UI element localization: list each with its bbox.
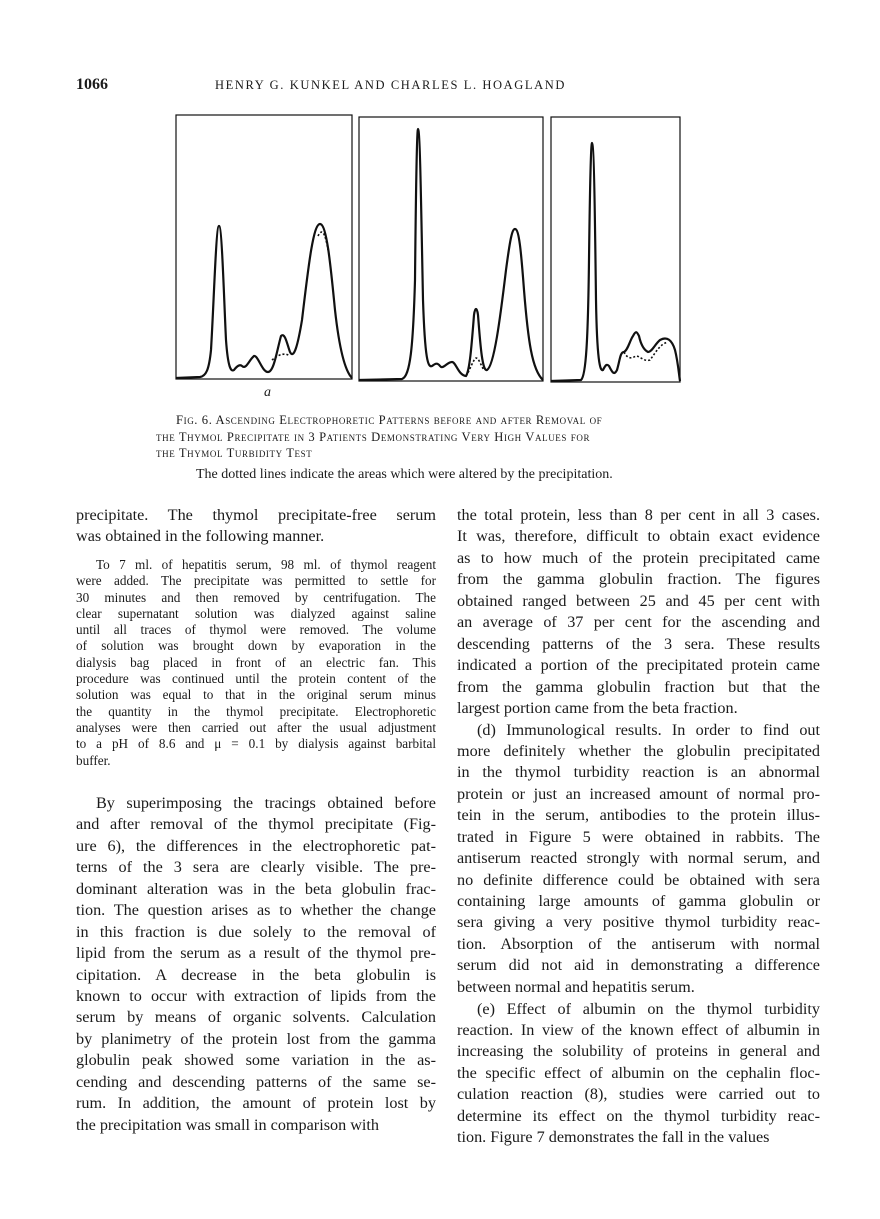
text-line: globulin peak showed some variation in the as- <box>76 1051 436 1070</box>
text-line: 30 minutes and then removed by centrifugation. The <box>76 589 436 605</box>
text-line: were added. The precipitate was permitted to settle for <box>76 573 436 589</box>
panel-b <box>359 117 543 381</box>
right-p1 <box>457 505 820 719</box>
text-line: procedure was continued until the protein content of the <box>76 671 436 687</box>
caption-line: the Thymol Turbidity Test <box>156 446 313 460</box>
panel-a <box>176 115 352 379</box>
left-p2 <box>76 793 436 1136</box>
text-line: the specific effect of albumin on the cephalin floc- <box>457 1063 820 1082</box>
caption-line: the Thymol Precipitate in 3 Patients Demonstrating Very High Values for <box>156 429 591 444</box>
text-line: (d) Immunological results. In order to find out <box>477 720 820 739</box>
text-line: descending patterns of the 3 sera. These results <box>457 634 820 653</box>
text-line: protein or just an increased amount of normal pro- <box>457 784 820 803</box>
text-line: in this fraction is due solely to the removal of <box>76 922 436 941</box>
text-line: containing large amounts of gamma globulin or <box>457 892 820 910</box>
text-line: It was, therefore, difficult to obtain exact evidence <box>457 527 820 546</box>
text-line: the precipitation was small in comparison with <box>76 1115 380 1134</box>
figure-caption <box>156 412 736 462</box>
panel-c <box>551 117 680 382</box>
text-line: from the gamma globulin fraction. The figures <box>457 570 820 589</box>
text-line: known to occur with extraction of lipids from the <box>76 986 436 1005</box>
text-line: buffer. <box>76 752 111 768</box>
text-line: the total protein, less than 8 per cent in all 3 cases. <box>457 506 820 524</box>
text-line: as to how much of the protein precipitated came <box>457 548 820 567</box>
caption-line: Fig. 6. Ascending Electrophoretic Patterns before and after Removal of <box>176 413 603 427</box>
text-line: tein in the serum, antibodies to the protein illus- <box>457 806 820 825</box>
text-line: reaction. In view of the known effect of albumin in <box>457 1020 820 1039</box>
text-line: and after removal of the thymol precipitate (Fig- <box>76 815 436 834</box>
electrophoresis-figure <box>0 0 880 400</box>
text-line: by planimetry of the protein lost from the gamma <box>76 1029 436 1048</box>
text-line: lipid from the serum as a result of the thymol pre- <box>76 944 436 963</box>
text-line: was obtained in the following manner. <box>76 527 325 546</box>
text-line: solution was equal to that in the original serum minus <box>76 687 436 703</box>
text-line: precipitate. The thymol precipitate-free serum <box>76 506 436 524</box>
panel-label: a <box>264 385 271 400</box>
text-line: By superimposing the tracings obtained before <box>96 794 436 812</box>
text-line: culation reaction (8), studies were carried out to <box>457 1085 820 1104</box>
trace-solid <box>176 224 352 378</box>
text-line: rum. In addition, the amount of protein lost by <box>76 1094 436 1113</box>
text-line: dialysis bag placed in front of an electric fan. This <box>76 654 436 670</box>
text-line: increasing the solubility of proteins in general and <box>457 1042 820 1061</box>
trace-solid <box>551 143 680 381</box>
text-line: trated in Figure 5 were obtained in rabbits. The <box>457 827 820 846</box>
caption-note: The dotted lines indicate the areas which were altered by the precipitation. <box>196 467 613 482</box>
text-line: tion. Figure 7 demonstrates the fall in the values <box>457 1128 770 1147</box>
text-line: more definitely whether the globulin precipitated <box>457 741 820 760</box>
text-line: analyses were then carried out after the usual adjustment <box>76 719 436 735</box>
text-line: indicated a portion of the precipitated protein came <box>457 656 820 675</box>
trace-solid <box>359 129 543 380</box>
text-line: ure 6), the differences in the electrophoretic pat- <box>76 836 436 855</box>
text-line: obtained ranged between 25 and 45 per cent with <box>457 591 820 610</box>
text-line: serum by means of organic solvents. Calculation <box>76 1008 436 1027</box>
text-line: terns of the 3 sera are clearly visible. The pre- <box>76 858 436 877</box>
left-p1 <box>76 505 436 548</box>
text-line: from the gamma globulin fraction but that the <box>457 677 820 696</box>
text-line: (e) Effect of albumin on the thymol turbidity <box>477 999 820 1018</box>
text-line: dominant alteration was in the beta globulin frac- <box>76 879 436 898</box>
page-number: 1066 <box>76 76 108 93</box>
text-line: no definite difference could be obtained with sera <box>457 870 820 889</box>
text-line: serum did not aid in demonstrating a difference <box>457 956 820 975</box>
text-line: tion. The question arises as to whether the change <box>76 901 436 920</box>
right-p2 <box>457 720 820 999</box>
text-line: largest portion came from the beta fraction. <box>457 698 738 717</box>
text-line: of solution was brought down by evaporation in the <box>76 638 436 654</box>
text-line: antiserum reacted strongly with normal serum, and <box>457 849 820 868</box>
text-line: between normal and hepatitis serum. <box>457 977 695 996</box>
text-line: to a pH of 8.6 and μ = 0.1 by dialysis against barbital <box>76 736 436 752</box>
text-line: an average of 37 per cent for the ascending and <box>457 613 820 632</box>
text-line: To 7 ml. of hepatitis serum, 98 ml. of thymol reagent <box>96 557 436 572</box>
running-head: HENRY G. KUNKEL AND CHARLES L. HOAGLAND <box>215 78 567 92</box>
text-line: sera giving a very positive thymol turbidity reac- <box>457 913 820 932</box>
text-line: in the thymol turbidity reaction is an abnormal <box>457 763 820 782</box>
text-line: tion. Absorption of the antiserum with normal <box>457 934 820 953</box>
left-small-print <box>76 557 436 769</box>
text-line: clear supernatant solution was dialyzed against saline <box>76 605 436 621</box>
right-p3 <box>457 999 820 1149</box>
text-line: the quantity in the thymol precipitate. Electrophoretic <box>76 703 436 719</box>
text-line: determine its effect on the thymol turbidity reac- <box>457 1106 820 1125</box>
text-line: cipitation. A decrease in the beta globulin is <box>76 965 436 984</box>
text-line: until all traces of thymol were removed. The volume <box>76 622 436 638</box>
text-line: cending and descending patterns of the same se- <box>76 1072 436 1091</box>
